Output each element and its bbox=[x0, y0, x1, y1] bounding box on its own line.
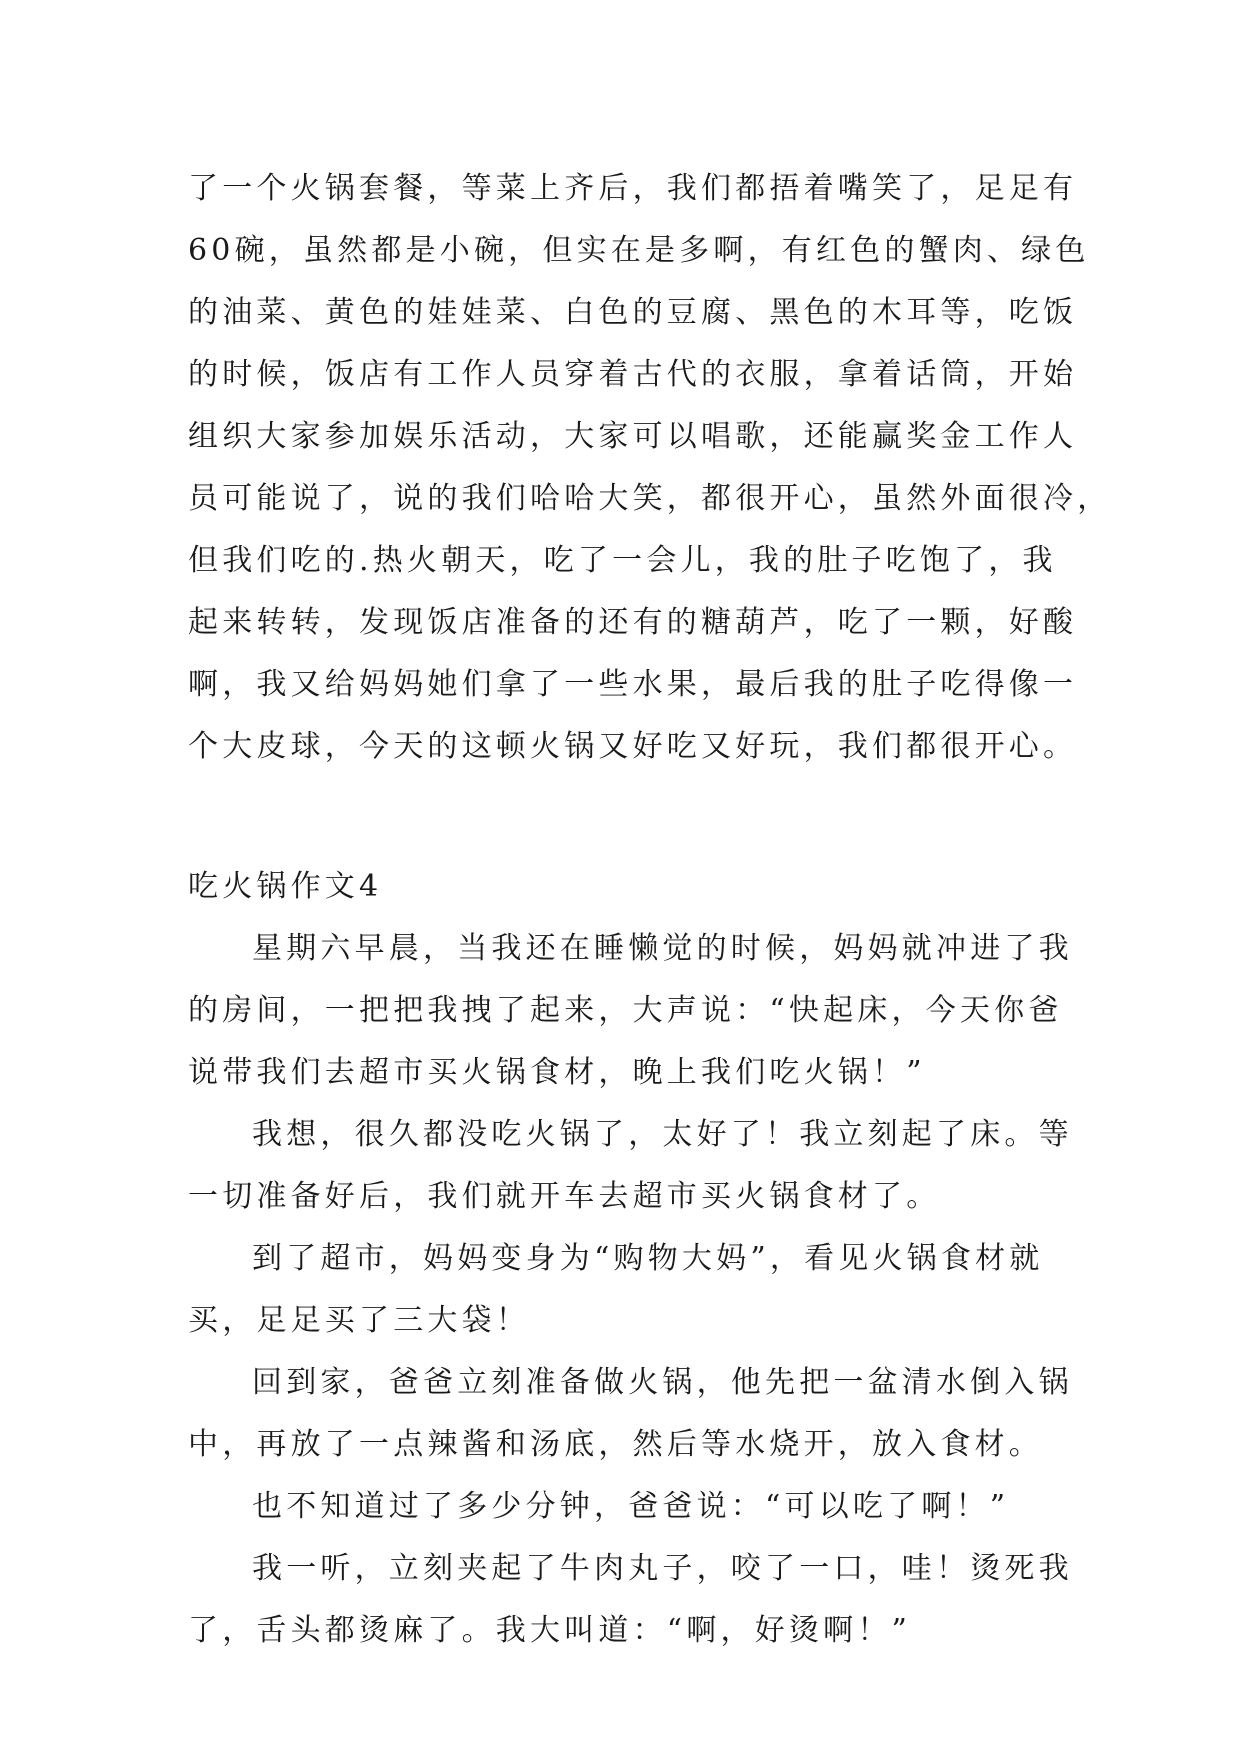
text-line: 到了超市，妈妈变身为“购物大妈”，看见火锅食材就 bbox=[252, 1241, 1044, 1276]
text-line: 啊，我又给妈妈她们拿了一些水果，最后我的肚子吃得像一 bbox=[188, 667, 1078, 702]
paragraph bbox=[188, 1228, 1068, 1352]
paragraph bbox=[188, 918, 1073, 1104]
text-line: 中，再放了一点辣酱和汤底，然后等水烧开，放入食材。 bbox=[188, 1427, 1043, 1462]
document-body bbox=[188, 158, 1112, 1662]
text-line: 我想，很久都没吃火锅了，太好了！我立刻起了床。等 bbox=[252, 1117, 1073, 1152]
paragraph bbox=[188, 1104, 1073, 1228]
text-line: 60碗，虽然都是小碗，但实在是多啊，有红色的蟹肉、绿色 bbox=[188, 233, 1090, 268]
text-line: 个大皮球，今天的这顿火锅又好吃又好玩，我们都很开心。 bbox=[188, 729, 1078, 764]
text-line: 说带我们去超市买火锅食材，晚上我们吃火锅！” bbox=[188, 1055, 926, 1090]
section-title: 吃火锅作文4 bbox=[188, 869, 383, 904]
paragraph bbox=[188, 1538, 1073, 1662]
text-line: 但我们吃的.热火朝天，吃了一会儿，我的肚子吃饱了，我 bbox=[188, 543, 1057, 578]
text-line: 了，舌头都烫麻了。我大叫道：“啊，好烫啊！” bbox=[188, 1613, 912, 1648]
continued-paragraph bbox=[188, 158, 1112, 778]
text-line: 的时候，饭店有工作人员穿着古代的衣服，拿着话筒，开始 bbox=[188, 357, 1078, 392]
text-line: 一切准备好后，我们就开车去超市买火锅食材了。 bbox=[188, 1179, 941, 1214]
text-line: 了一个火锅套餐，等菜上齐后，我们都捂着嘴笑了，足足有 bbox=[188, 171, 1078, 206]
text-line: 起来转转，发现饭店准备的还有的糖葫芦，吃了一颗，好酸 bbox=[188, 605, 1078, 640]
text-line: 的油菜、黄色的娃娃菜、白色的豆腐、黑色的木耳等，吃饭 bbox=[188, 295, 1078, 330]
text-line: 也不知道过了多少分钟，爸爸说：“可以吃了啊！” bbox=[252, 1489, 1010, 1524]
text-line: 买，足足买了三大袋！ bbox=[188, 1303, 530, 1338]
text-line: 星期六早晨，当我还在睡懒觉的时候，妈妈就冲进了我 bbox=[252, 931, 1073, 966]
paragraph bbox=[188, 1352, 1073, 1476]
text-line: 组织大家参加娱乐活动，大家可以唱歌，还能赢奖金工作人 bbox=[188, 419, 1078, 454]
text-line: 员可能说了，说的我们哈哈大笑，都很开心，虽然外面很冷， bbox=[188, 481, 1112, 516]
section-spacer bbox=[188, 778, 1068, 856]
text-line: 我一听，立刻夹起了牛肉丸子，咬了一口，哇！烫死我 bbox=[252, 1551, 1073, 1586]
text-line: 的房间，一把把我拽了起来，大声说：“快起床，今天你爸 bbox=[188, 993, 1063, 1028]
text-line: 回到家，爸爸立刻准备做火锅，他先把一盆清水倒入锅 bbox=[252, 1365, 1073, 1400]
paragraph bbox=[188, 1476, 1068, 1538]
